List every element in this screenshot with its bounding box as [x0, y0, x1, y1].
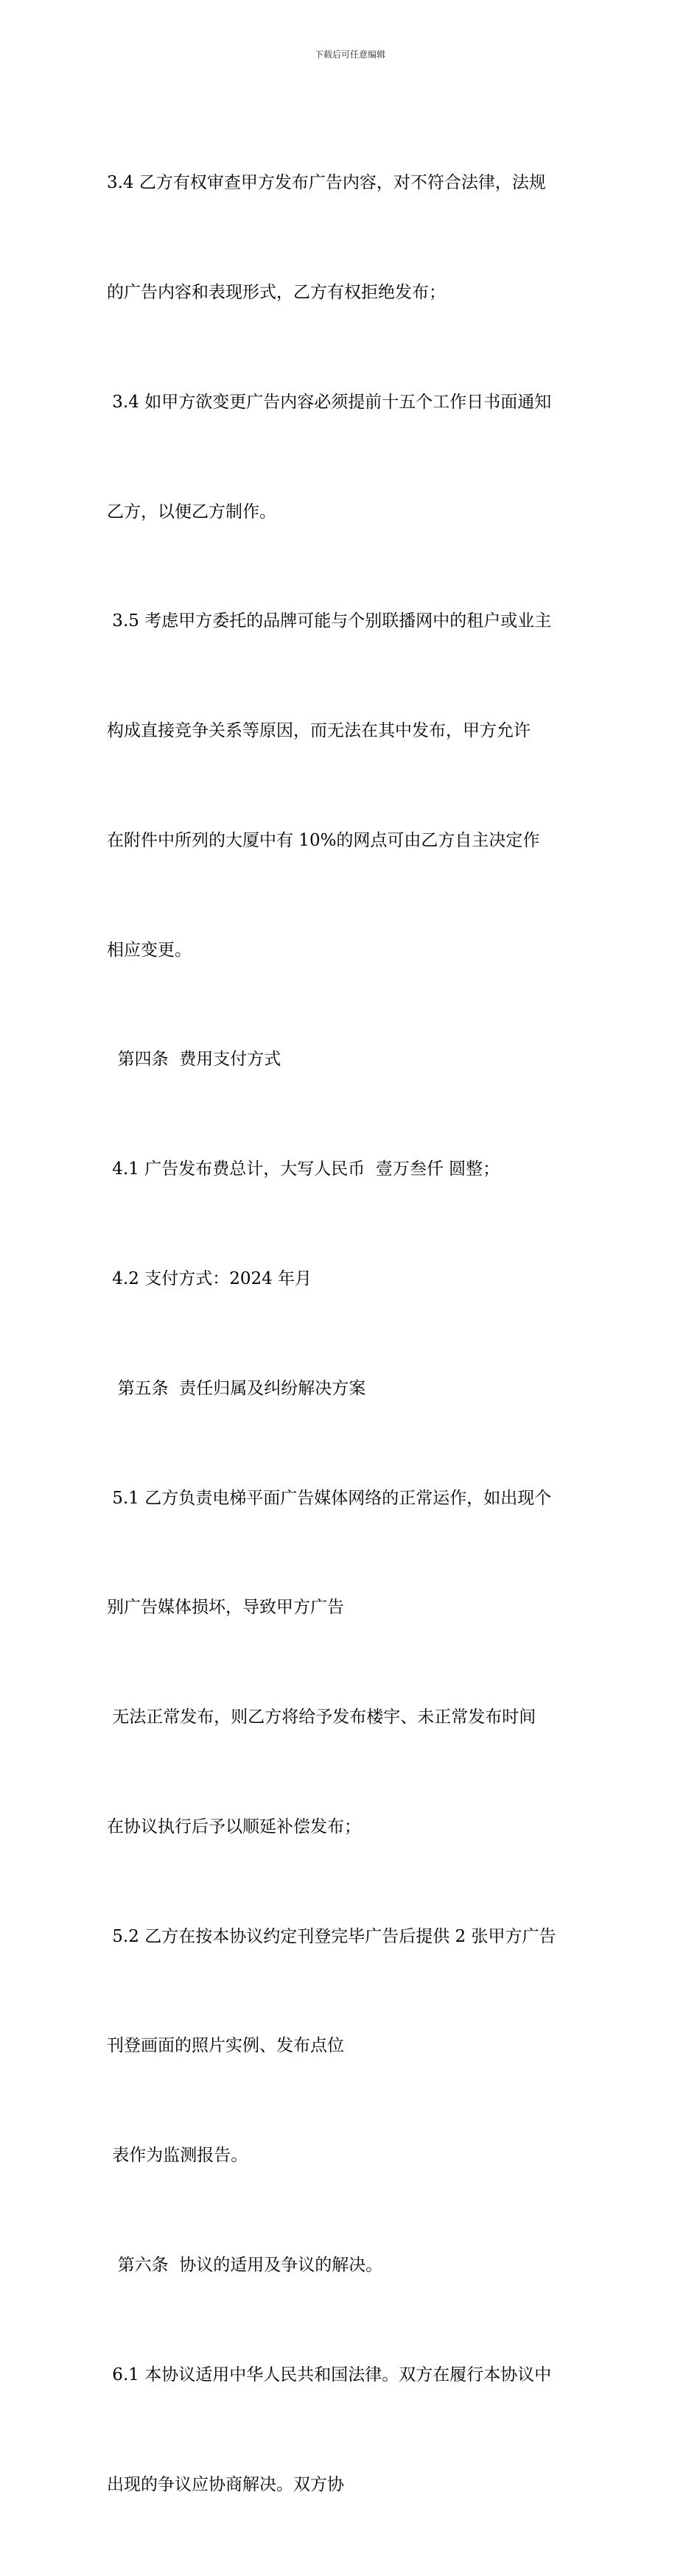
- document-body: [107, 92, 597, 2576]
- text-line: 5.2 乙方在按本协议约定刊登完毕广告后提供 2 张甲方广告: [107, 1926, 556, 1946]
- text-line: 3.4 乙方有权审查甲方发布广告内容，对不符合法律，法规: [107, 173, 546, 193]
- text-line: 无法正常发布，则乙方将给予发布楼宇、未正常发布时间: [107, 1708, 536, 1727]
- text-line: 在附件中所列的大厦中有 10%的网点可由乙方自主决定作: [107, 830, 540, 850]
- text-line: 乙方，以便乙方制作。: [107, 502, 276, 522]
- text-line: 3.4 如甲方欲变更广告内容必须提前十五个工作日书面通知: [107, 392, 552, 412]
- section-heading: 第五条 责任归属及纠纷解决方案: [107, 1378, 366, 1398]
- text-line: 3.5 考虑甲方委托的品牌可能与个别联播网中的租户或业主: [107, 611, 552, 631]
- text-line: 4.1 广告发布费总计，大写人民币 壹万叁仟 圆整；: [107, 1159, 500, 1179]
- text-line: 别广告媒体损坏，导致甲方广告: [107, 1598, 344, 1618]
- text-line: 表作为监测报告。: [107, 2146, 248, 2166]
- text-line: 的广告内容和表现形式，乙方有权拒绝发布；: [107, 282, 446, 302]
- text-line: 在协议执行后予以顺延补偿发布；: [107, 1817, 361, 1836]
- text-line: 构成直接竞争关系等原因，而无法在其中发布，甲方允许: [107, 721, 531, 741]
- text-line: 4.2 支付方式：2024 年月: [107, 1269, 312, 1288]
- text-line: 6.1 本协议适用中华人民共和国法律。双方在履行本协议中: [107, 2365, 552, 2384]
- text-line: 5.1 乙方负责电梯平面广告媒体网络的正常运作，如出现个: [107, 1488, 552, 1508]
- section-heading: 第六条 协议的适用及争议的解决。: [107, 2256, 383, 2275]
- section-heading: 第四条 费用支付方式: [107, 1050, 281, 1070]
- page-header: 下载后可任意编辑: [314, 49, 385, 60]
- text-line: 相应变更。: [107, 940, 192, 960]
- text-line: 刊登画面的照片实例、发布点位: [107, 2036, 344, 2056]
- text-line: 出现的争议应协商解决。双方协: [107, 2474, 344, 2494]
